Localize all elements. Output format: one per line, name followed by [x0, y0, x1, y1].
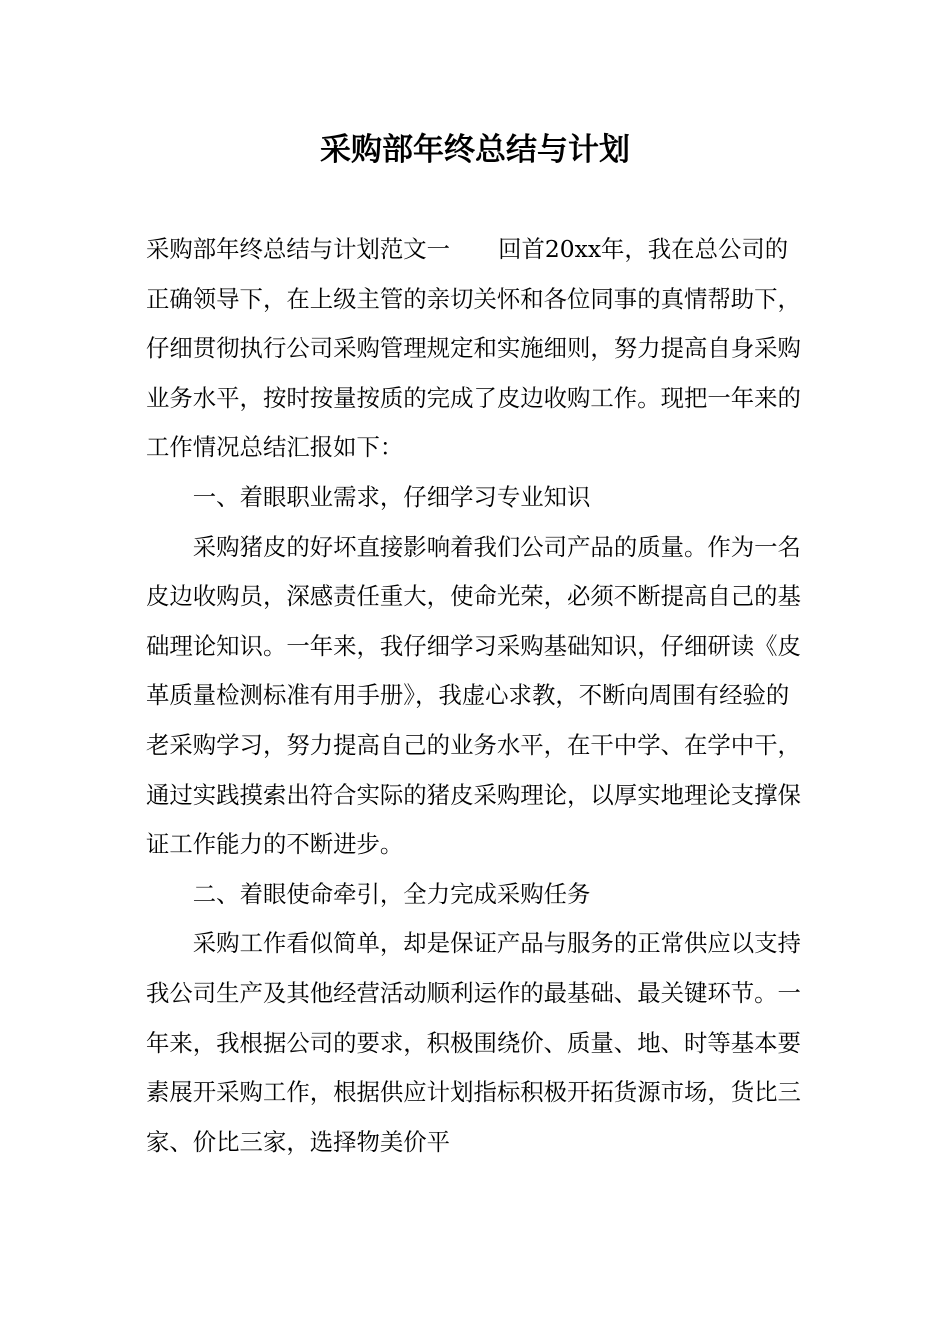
section-heading-2: 二、着眼使命牵引，全力完成采购任务 [192, 879, 591, 908]
intro-paragraph [146, 225, 806, 473]
document-body [146, 225, 806, 1167]
intro-label: 采购部年终总结与计划范文一 [146, 235, 451, 263]
section-paragraph-1: 采购猪皮的好坏直接影响着我们公司产品的质量。作为一名皮边收购员，深感责任重大，使命光荣，必须不断提高自己的基础理论知识。一年来，我仔细学习采购基础知识，仔细研读《皮革质量检测标准有用手册》，我虚心求教，不断向周围有经验的老采购学习，努力提高自己的业务水平，在干中学、在学中干，通过实践摸索出符合实际的猪皮采购理论，以厚实地理论支撑保证工作能力的不断进步。 [146, 532, 801, 859]
intro-text: 回首20xx年，我在总公司的正确领导下，在上级主管的亲切关怀和各位同事的真情帮助下，仔细贯彻执行公司采购管理规定和实施细则，努力提高自身采购业务水平，按时按量按质的完成了皮边收购工作。现把一年来的工作情况总结汇报如下： [146, 235, 801, 462]
document-title: 采购部年终总结与计划 [320, 132, 630, 168]
section-paragraph-2: 采购工作看似简单，却是保证产品与服务的正常供应以支持我公司生产及其他经营活动顺利运作的最基础、最关键环节。一年来，我根据公司的要求，积极围绕价、质量、地、时等基本要素展开采购工作，根据供应计划指标积极开拓货源市场，货比三家、价比三家，选择物美价平 [146, 929, 801, 1156]
section-heading-1: 一、着眼职业需求，仔细学习专业知识 [192, 482, 591, 511]
